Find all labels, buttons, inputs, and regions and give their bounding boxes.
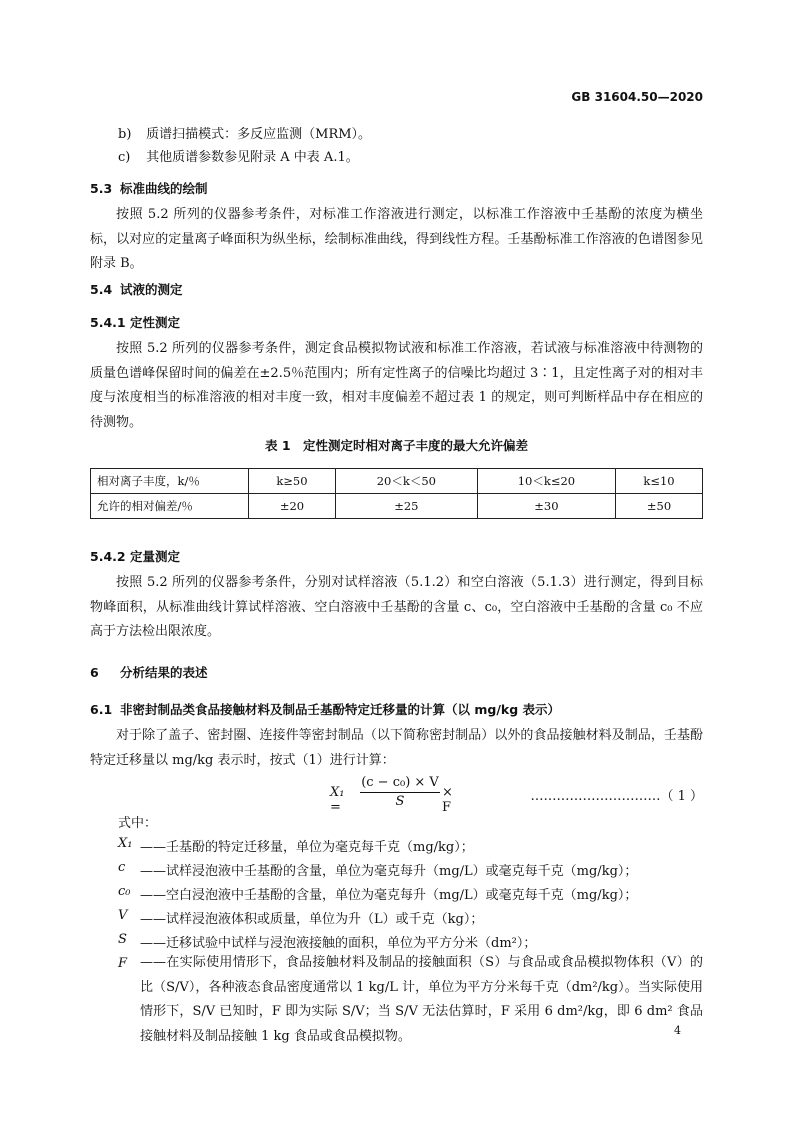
paragraph-6-1: 对于除了盖子、密封圈、连接件等密封制品（以下简称密封制品）以外的食品接触材料及制品，壬基酚特定迁移量以 mg/kg 表示时，按式（1）进行计算： [90, 728, 703, 768]
list-item-c [118, 146, 359, 165]
definition-text: ——空白浸泡液中壬基酚的含量，单位为毫克每升（mg/L）或毫克每千克（mg/kg）； [140, 888, 638, 903]
paragraph-5-4-1: 按照 5.2 所列的仪器参考条件，测定食品模拟物试液和标准工作溶液，若试液与标准溶液中待测物的质量色谱峰保留时间的偏差在±2.5％范围内；所有定性离子的信噪比均超过 3∶1，且定性离子对的相对丰度与浓度相当的标准溶液的相对丰度一致，相对丰度偏差不超过表 1 的规定，则可判断样品中存在相应的待测物。 [90, 341, 703, 430]
list-text: 质谱扫描模式：多反应监测（MRM）。 [146, 127, 372, 142]
list-marker: c) [118, 150, 131, 165]
list-text: 其他质谱参数参见附录 A 中表 A.1。 [146, 150, 359, 165]
definition-text: ——试样浸泡液体积或质量，单位为升（L）或千克（kg）； [140, 912, 484, 927]
table-caption: 表 1 定性测定时相对离子丰度的最大允许偏差 [264, 438, 529, 453]
formula-factor: × F [442, 785, 453, 815]
definition-text: ——在实际使用情形下，食品接触材料及制品的接触面积（S）与食品或食品模拟物体积（V）的比（S/V），各种液态食品密度通常以 1 kg/L 计，单位为平方分米每千克（dm²/kg）。当实际使用情形下，S/V 已知时，F 即为实际 S/V；当 S/V 无法估算时，F 采用 6 dm²/kg，即 6 dm² 食品接触材料及制品接触 1 kg 食品或食品模拟物。 [140, 955, 703, 1044]
definition-symbol: c₀ [118, 884, 131, 899]
section-heading-5-3 [90, 179, 208, 197]
section-title: 定量测定 [130, 549, 181, 564]
where-label: 式中： [118, 816, 158, 831]
list-item-b [118, 123, 371, 142]
table-cell: k≥50 [249, 469, 336, 494]
table-cell: 10＜k≤20 [477, 469, 615, 494]
section-number: 6 [90, 665, 99, 680]
formula-lhs: X₁ = [330, 785, 345, 815]
formula-numerator: (c − c₀) × V [361, 775, 439, 790]
definition-symbol: V [118, 908, 128, 923]
tolerance-table [90, 468, 703, 519]
standard-code: GB 31604.50—2020 [571, 90, 703, 104]
table-cell: 允许的相对偏差/％ [91, 494, 249, 519]
section-title: 非密封制品类食品接触材料及制品壬基酚特定迁移量的计算（以 mg/kg 表示） [120, 702, 561, 717]
section-heading-6 [90, 663, 208, 681]
table-cell: 相对离子丰度，k/％ [91, 469, 249, 494]
section-number: 5.4.2 [90, 549, 126, 564]
definition-symbol: S [118, 932, 127, 947]
table-cell: ±20 [249, 494, 336, 519]
section-heading-6-1 [90, 700, 560, 718]
section-heading-5-4-2 [90, 547, 180, 565]
section-title: 分析结果的表述 [120, 665, 208, 680]
table-row [91, 494, 703, 519]
paragraph-5-3: 按照 5.2 所列的仪器参考条件，对标准工作溶液进行测定，以标准工作溶液中壬基酚的浓度为横坐标，以对应的定量离子峰面积为纵坐标，绘制标准曲线，得到线性方程。壬基酚标准工作溶液的色谱图参见附录 B。 [90, 207, 703, 271]
section-number: 5.3 [90, 181, 113, 196]
table-cell: ±50 [616, 494, 703, 519]
definition-text: ——迁移试验中试样与浸泡液接触的面积，单位为平方分米（dm²）； [140, 936, 537, 951]
definition-text: ——壬基酚的特定迁移量，单位为毫克每千克（mg/kg）； [140, 840, 474, 855]
definition-symbol: c [118, 860, 126, 875]
section-heading-5-4-1 [90, 313, 180, 331]
page-number: 4 [674, 1024, 681, 1037]
paragraph-5-4-2: 按照 5.2 所列的仪器参考条件，分别对试样溶液（5.1.2）和空白溶液（5.1.3）进行测定，得到目标物峰面积，从标准曲线计算试样溶液、空白溶液中壬基酚的含量 c、c₀，空白溶液中壬基酚的含量 c₀ 不应高于方法检出限浓度。 [90, 575, 703, 639]
table-cell: 20＜k＜50 [335, 469, 477, 494]
equation-number: …………………………（ 1 ） [530, 789, 703, 804]
definition-text: ——试样浸泡液中壬基酚的含量，单位为毫克每升（mg/L）或毫克每千克（mg/kg）； [140, 864, 638, 879]
section-heading-5-4 [90, 280, 183, 298]
fraction-bar [360, 792, 440, 793]
definition-symbol: X₁ [118, 836, 133, 851]
table-cell: ±25 [335, 494, 477, 519]
section-number: 5.4.1 [90, 315, 126, 330]
list-marker: b) [118, 127, 132, 142]
formula-denominator: S [395, 794, 405, 809]
section-title: 标准曲线的绘制 [120, 181, 208, 196]
table-cell: k≤10 [616, 469, 703, 494]
section-title: 试液的测定 [120, 282, 183, 297]
section-title: 定性测定 [130, 315, 181, 330]
section-number: 5.4 [90, 282, 113, 297]
table-row [91, 469, 703, 494]
table-cell: ±30 [477, 494, 615, 519]
definition-symbol: F [118, 956, 128, 971]
section-number: 6.1 [90, 702, 113, 717]
